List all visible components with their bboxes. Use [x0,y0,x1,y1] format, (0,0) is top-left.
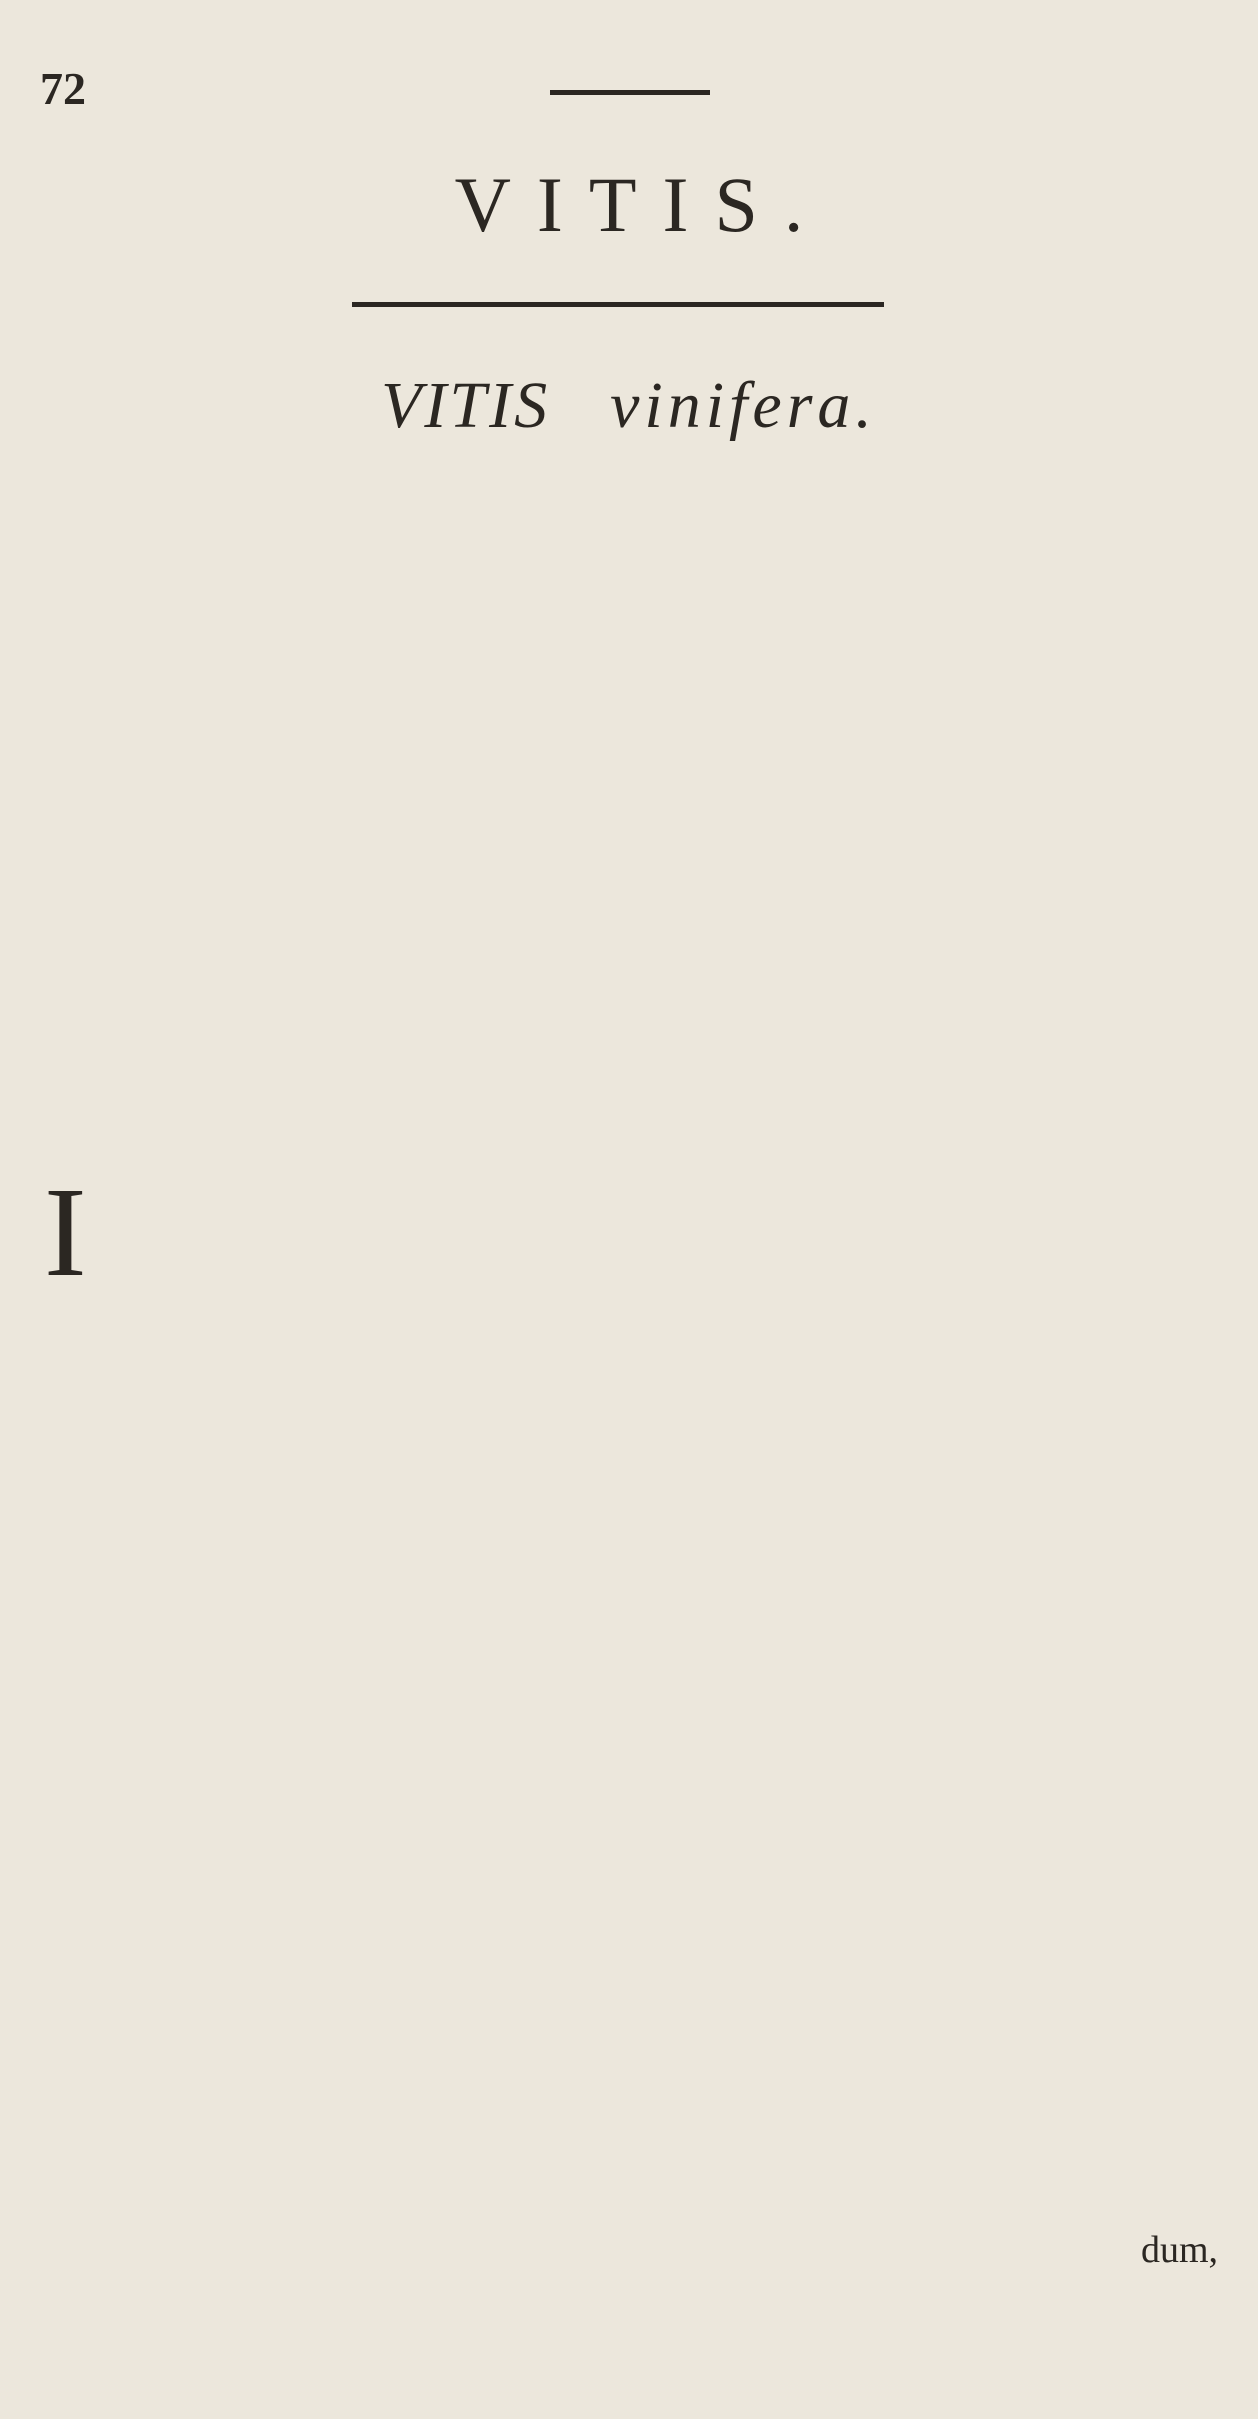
title-rule [352,302,884,307]
catchword: dum, [1140,2229,1218,2271]
species-heading [0,368,1258,444]
drop-cap: I [44,1161,87,1303]
species-epithet: vinifera. [610,369,877,442]
species-genus: VITIS [381,369,551,442]
page-number: 72 [40,63,86,114]
header-rule [550,90,710,95]
page-title: VITIS. [454,161,830,248]
